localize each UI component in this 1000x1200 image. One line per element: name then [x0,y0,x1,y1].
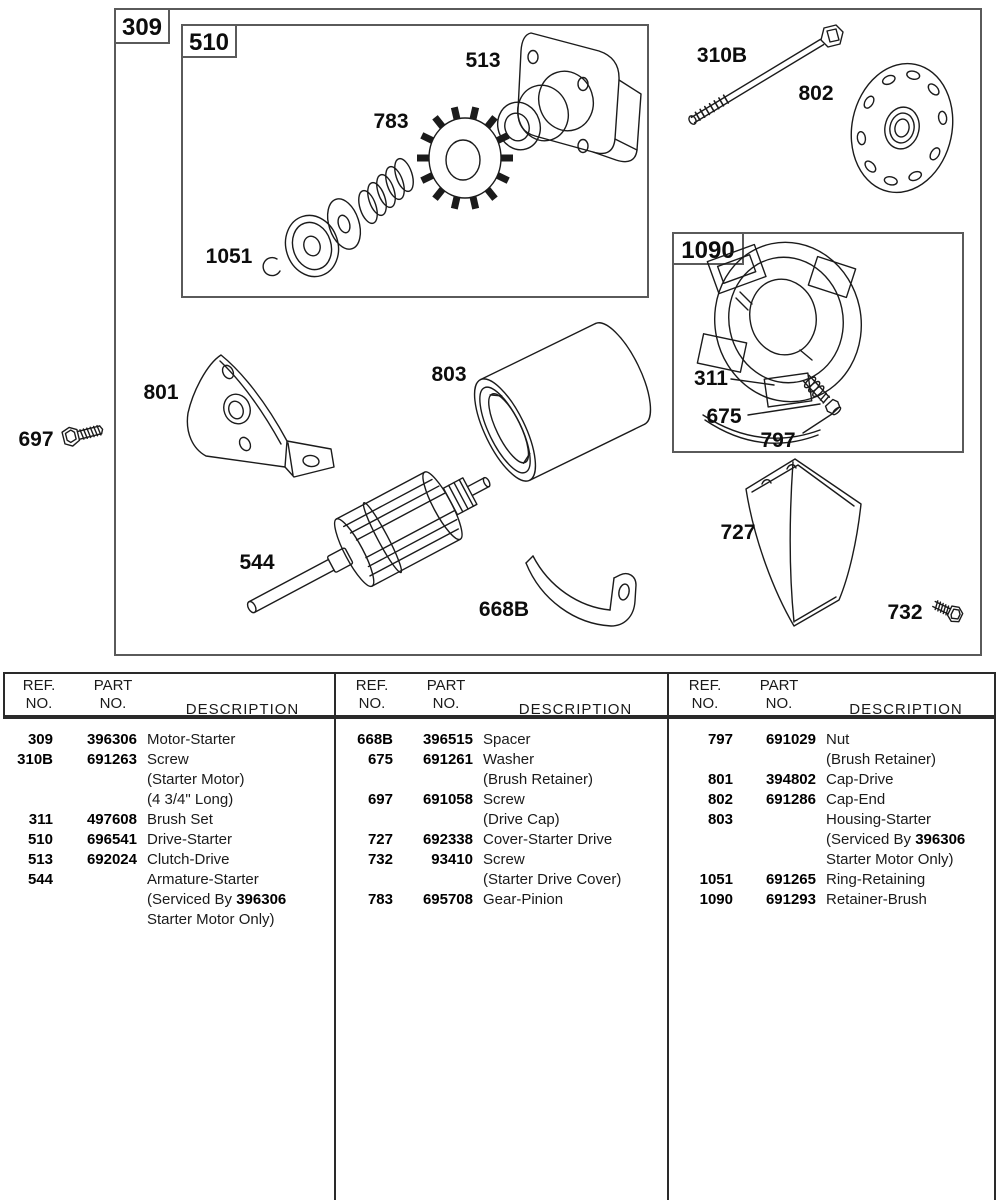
main-group-ref-label: 309 [121,14,163,41]
callout-544: 544 [239,551,275,574]
description-cell: Washer [483,751,535,768]
part-no-cell [733,750,816,770]
table-row [671,850,993,870]
part-no-cell: 691293 [765,891,816,908]
description-cell: Armature-Starter [147,871,259,888]
table-row [671,810,993,830]
ref-no-cell: 309 [27,731,53,748]
column-rows [671,719,993,910]
description-header: DESCRIPTION [518,701,633,718]
table-right-border [994,672,996,1200]
leader-line-675 [748,404,820,415]
ref-no-cell [5,790,53,810]
table-row [338,890,665,910]
description-cell: (Drive Cap) [483,811,560,828]
part-no-cell: 396515 [422,731,473,748]
part-no-cell [393,810,473,830]
callout-513: 513 [465,49,501,72]
ref-no-cell: 697 [367,791,393,808]
ref-no-cell: 675 [367,751,393,768]
part-no-cell: 695708 [422,891,473,908]
ref-no-cell [5,890,53,910]
drive-pulley-drawing [278,208,347,283]
description-cell: Drive-Starter [147,831,233,848]
table-row [5,910,332,930]
ref-no-cell: 732 [367,851,393,868]
parts-table-column-1 [5,674,332,1198]
table-row [338,870,665,890]
description-cell: Screw [483,791,525,808]
table-row [5,730,332,750]
ref-no-cell: 310B [17,751,53,768]
part-no-cell: 691286 [765,791,816,808]
description-cell: Ring-Retaining [826,871,926,888]
ref-no-cell: 311 [28,811,53,828]
table-divider-2 [667,672,669,1200]
ref-no-cell [671,850,733,870]
description-cell: Nut [826,731,850,748]
table-row [338,770,665,790]
table-row [5,890,332,910]
table-row [338,810,665,830]
description-cell: (Brush Retainer) [483,771,594,788]
table-row [671,830,993,850]
parts-table-column-3 [671,674,993,1198]
description-cell: Cap-Drive [826,771,894,788]
spring-drawing [355,156,417,225]
drive-group-ref-label: 510 [188,29,230,56]
screw-732-drawing [930,597,964,625]
table-row [671,770,993,790]
gear-pinion-783-drawing [417,107,513,208]
screw-697-drawing [61,420,104,448]
description-cell: (Starter Motor) [147,771,245,788]
column-rows [5,719,332,930]
ref-no-cell: 801 [707,771,733,788]
table-row [671,870,993,890]
ref-no-cell [338,770,393,790]
column-header [671,674,993,719]
ref-no-header: REF. NO. [688,677,722,712]
part-no-cell: 396306 [86,731,137,748]
callout-732: 732 [887,601,923,624]
cap-end-802-drawing [840,54,965,202]
ref-no-cell: 1090 [699,891,733,908]
part-no-cell [53,790,137,810]
ref-no-cell: 803 [707,811,733,828]
part-no-cell [733,850,816,870]
ref-no-cell: 727 [367,831,393,848]
table-row [5,810,332,830]
ref-no-cell: 513 [27,851,53,868]
table-row [338,830,665,850]
part-no-cell: 692338 [422,831,473,848]
part-no-cell [733,810,816,830]
description-cell: (Brush Retainer) [826,751,937,768]
callout-797: 797 [760,429,796,452]
table-row [671,890,993,910]
armature-544-drawing [230,446,507,643]
part-no-header: PART NO. [426,677,466,712]
ref-no-cell [671,830,733,850]
ref-no-cell: 510 [27,831,53,848]
description-cell: Motor-Starter [147,731,236,748]
ref-no-cell [671,750,733,770]
description-cell: Starter Motor Only) [147,911,275,928]
callout-697: 697 [18,428,54,451]
part-no-cell: 497608 [86,811,137,828]
table-row [338,730,665,750]
ref-no-cell [5,770,53,790]
callout-311: 311 [694,367,728,390]
table-row [338,750,665,770]
leader-line-311 [731,379,774,385]
ref-no-header: REF. NO. [355,677,389,712]
part-no-cell: 691261 [422,751,473,768]
ref-no-cell [338,870,393,890]
part-no-cell: 691263 [86,751,137,768]
ref-no-cell [338,810,393,830]
table-row [671,790,993,810]
ref-no-header: REF. NO. [22,677,56,712]
cover-starter-drive-727-drawing [746,459,861,626]
leader-line-797 [803,414,832,433]
part-no-cell: 93410 [431,851,473,868]
parts-table-column-2 [338,674,665,1198]
callout-1051: 1051 [205,245,253,268]
cap-drive-801-drawing [187,355,334,477]
column-header [338,674,665,719]
part-no-cell [393,770,473,790]
callout-668b: 668B [478,598,530,621]
callout-675: 675 [706,405,742,428]
ref-no-cell: 544 [27,871,53,888]
ref-no-cell: 797 [707,731,733,748]
column-rows [338,719,665,910]
description-cell: (Starter Drive Cover) [483,871,622,888]
description-cell: Brush Set [147,811,213,828]
description-cell: (4 3/4" Long) [147,791,234,808]
description-cell: (Serviced By 396306 [147,891,287,908]
part-no-cell [53,890,137,910]
description-cell: Screw [147,751,189,768]
description-cell: (Serviced By 396306 [826,831,966,848]
table-row [5,830,332,850]
part-no-header: PART NO. [759,677,799,712]
table-row [671,730,993,750]
part-no-cell [733,830,816,850]
part-no-cell: 691058 [422,791,473,808]
table-row [5,870,332,890]
description-cell: Retainer-Brush [826,891,927,908]
column-header [5,674,332,719]
callout-783: 783 [373,110,409,133]
part-no-cell [53,770,137,790]
callout-727: 727 [720,521,756,544]
description-cell: Housing-Starter [826,811,932,828]
table-row [338,850,665,870]
ref-no-cell: 1051 [699,871,733,888]
callout-801: 801 [143,381,179,404]
housing-starter-803-drawing [462,315,662,489]
description-header: DESCRIPTION [185,701,300,718]
retaining-ring-1051-drawing [263,258,280,276]
part-no-cell: 394802 [765,771,816,788]
description-cell: Screw [483,851,525,868]
table-row [5,770,332,790]
callout-803: 803 [431,363,467,386]
clutch-drive-513-drawing [492,33,641,162]
bolt-310b-drawing [687,25,843,126]
brush-group-ref-label: 1090 [681,237,735,264]
table-row [671,750,993,770]
part-no-cell [53,910,137,930]
description-cell: Cover-Starter Drive [483,831,613,848]
table-row [5,750,332,770]
part-no-cell [393,870,473,890]
part-no-header: PART NO. [93,677,133,712]
description-cell: Gear-Pinion [483,891,564,908]
part-no-cell: 692024 [86,851,137,868]
callout-310b: 310B [696,44,748,67]
ref-no-cell: 668B [357,731,393,748]
ref-no-cell: 802 [707,791,733,808]
part-no-cell: 691265 [765,871,816,888]
callout-802: 802 [798,82,834,105]
table-divider-1 [334,672,336,1200]
table-row [5,790,332,810]
part-no-cell [53,870,137,890]
table-row [338,790,665,810]
spacer-668b-drawing [526,556,636,626]
ref-no-cell [5,910,53,930]
description-header: DESCRIPTION [849,701,963,718]
description-cell: Spacer [483,731,531,748]
ref-no-cell: 783 [367,891,393,908]
description-cell: Starter Motor Only) [826,851,954,868]
part-no-cell: 691029 [765,731,816,748]
description-cell: Cap-End [826,791,886,808]
part-no-cell: 696541 [86,831,137,848]
table-row [5,850,332,870]
description-cell: Clutch-Drive [147,851,230,868]
